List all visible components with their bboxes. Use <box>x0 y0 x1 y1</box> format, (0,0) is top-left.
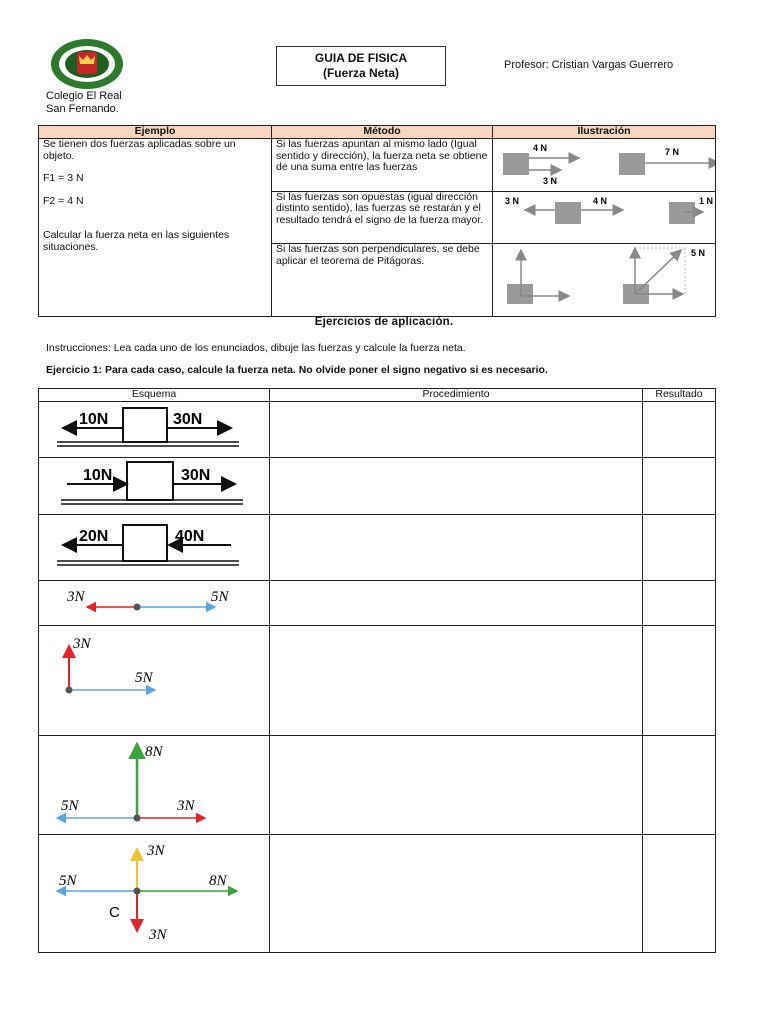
point-object <box>66 686 73 693</box>
exercise-row <box>39 581 716 626</box>
schema-cell <box>39 458 270 515</box>
force-label-up: 3N <box>73 635 91 652</box>
example-text-1: Se tienen dos fuerzas aplicadas sobre un objeto. <box>43 138 236 162</box>
label-4n: 4 N <box>593 195 608 206</box>
force-label-right: 30N <box>173 410 203 428</box>
result-cell[interactable] <box>643 514 716 581</box>
example-f2: F2 = 4 N <box>43 194 84 207</box>
method-same-direction: Si las fuerzas apuntan al mismo lado (Igual sentido y dirección), la fuerza neta se obtiene de una suma entre las fuerzas <box>272 139 493 192</box>
example-cell <box>39 139 272 317</box>
label-3n: 3 N <box>543 176 558 186</box>
force-label-left: 20N <box>79 527 109 545</box>
force-label-down: 3N <box>149 926 167 943</box>
procedure-cell[interactable] <box>270 581 643 626</box>
school-name <box>46 90 122 116</box>
col-header-procedure: Procedimiento <box>270 389 643 402</box>
point-object <box>134 604 141 611</box>
section-title: Ejercicios de aplicación. <box>314 316 454 328</box>
force-label-left: 10N <box>83 467 113 484</box>
col-header-schema: Esquema <box>39 389 270 402</box>
schema-diagram <box>39 458 261 510</box>
schema-cell <box>39 581 270 626</box>
force-label-right: 5N <box>211 589 229 605</box>
schema-cell <box>39 736 270 835</box>
exercise-row <box>39 736 716 835</box>
label-1n: 1 N <box>699 195 714 206</box>
col-header-example: Ejemplo <box>39 126 272 139</box>
schema-diagram <box>39 402 261 454</box>
label-4n: 4 N <box>533 143 548 153</box>
object-box <box>555 202 581 224</box>
method-perpendicular: Si las fuerzas son perpendiculares, se debe aplicar el teorema de Pitágoras. <box>272 244 493 317</box>
result-cell[interactable] <box>643 401 716 458</box>
method-opposite-direction: Si las fuerzas son opuestas (igual dirección distinto sentido), las fuerzas se restarán y el resultado tendrá el signo de la fuerza mayor. <box>272 191 493 244</box>
exercise-row <box>39 834 716 953</box>
school-name-line2: San Fernando. <box>46 103 119 115</box>
instructions: Instrucciones: Lea cada uno de los enunciados, dibuje las fuerzas y calcule la fuerza neta. <box>46 342 466 354</box>
label-5n: 5 N <box>691 248 706 258</box>
document-title <box>276 46 446 86</box>
illustration-subtract-diagram <box>493 192 715 240</box>
professor-name: Profesor: Cristian Vargas Guerrero <box>504 59 674 71</box>
school-name-line1: Colegio El Real <box>46 90 122 102</box>
procedure-cell[interactable] <box>270 514 643 581</box>
force-label-right: 5N <box>135 669 153 686</box>
object-box <box>503 153 529 175</box>
schema-cell <box>39 834 270 953</box>
exercise1-text: Para cada caso, calcule la fuerza neta. No olvide poner el signo negativo si es necesario. <box>104 364 548 376</box>
force-label-left: 5N <box>59 872 77 889</box>
procedure-cell[interactable] <box>270 834 643 953</box>
title-line1: GUIA DE FISICA <box>314 51 408 65</box>
point-object <box>134 815 141 822</box>
exercise-row <box>39 458 716 515</box>
label-7n: 7 N <box>665 147 680 157</box>
title-line2: (Fuerza Neta) <box>322 66 399 80</box>
example-f1: F1 = 3 N <box>43 172 84 184</box>
col-header-method: Método <box>272 126 493 139</box>
object-box <box>507 284 533 304</box>
exercise-row <box>39 401 716 458</box>
result-cell[interactable] <box>643 458 716 515</box>
object-box <box>619 153 645 175</box>
force-label-right: 3N <box>177 798 195 814</box>
result-cell[interactable] <box>643 625 716 736</box>
exercise1-statement <box>46 364 548 376</box>
exercise-row <box>39 514 716 581</box>
label-c: C <box>109 903 120 921</box>
schema-diagram <box>39 515 261 577</box>
result-cell[interactable] <box>643 736 716 835</box>
example-text-2: Calcular la fuerza neta en las siguientes situaciones. <box>43 229 230 253</box>
force-label-up: 3N <box>147 842 165 859</box>
resultant-arrow <box>635 250 681 294</box>
force-label-up: 8N <box>145 744 163 760</box>
result-cell[interactable] <box>643 581 716 626</box>
point-object <box>134 887 141 894</box>
force-label-left: 5N <box>61 798 79 814</box>
schema-diagram <box>39 736 261 830</box>
illustration-sum <box>493 139 716 192</box>
method-table <box>38 125 716 317</box>
object-box <box>123 408 167 442</box>
schema-cell <box>39 625 270 736</box>
illustration-pythagoras <box>493 244 716 317</box>
col-header-result: Resultado <box>643 389 716 402</box>
exercise1-label: Ejercicio 1: <box>46 364 103 376</box>
force-label-right: 8N <box>209 872 227 889</box>
schema-cell <box>39 514 270 581</box>
procedure-cell[interactable] <box>270 458 643 515</box>
force-label-right: 30N <box>181 467 211 484</box>
procedure-cell[interactable] <box>270 401 643 458</box>
exercise-row <box>39 625 716 736</box>
object-box <box>127 462 173 500</box>
force-label-left: 3N <box>67 589 85 605</box>
force-label-left: 10N <box>79 410 109 428</box>
illustration-sum-diagram <box>493 139 715 187</box>
exercise-table <box>38 388 716 953</box>
procedure-cell[interactable] <box>270 625 643 736</box>
object-box <box>669 202 695 224</box>
object-box <box>123 525 167 561</box>
procedure-cell[interactable] <box>270 736 643 835</box>
illustration-pythagoras-diagram <box>493 244 715 312</box>
label-3n: 3 N <box>505 195 520 206</box>
schema-cell <box>39 401 270 458</box>
schema-diagram <box>39 581 261 621</box>
force-label-right: 40N <box>175 527 205 545</box>
schema-diagram <box>39 835 261 949</box>
schema-diagram <box>39 626 261 732</box>
result-cell[interactable] <box>643 834 716 953</box>
school-logo <box>50 38 124 90</box>
col-header-illustration: Ilustración <box>493 126 716 139</box>
illustration-subtract <box>493 191 716 244</box>
